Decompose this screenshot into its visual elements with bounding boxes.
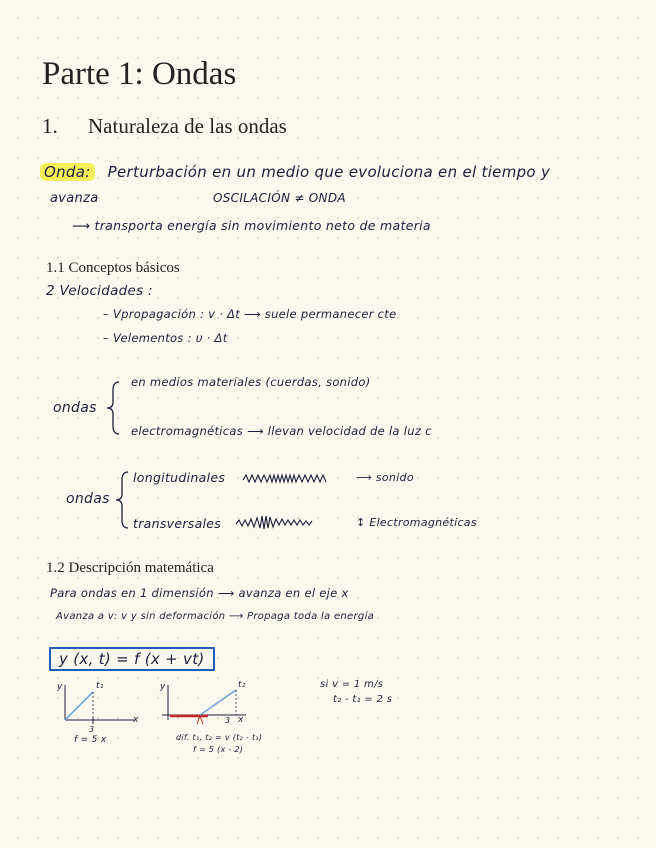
definition-text: Perturbación en un medio que evoluciona en el tiempo y [107,163,551,181]
formula: y (x, t) = f (x + vt) [59,650,205,668]
graph-2-caption-2: f = 5 (x - 2) [193,745,244,754]
brace-2 [114,468,134,532]
velocities-heading: 2 Velocidades : [46,283,153,299]
graph-1-tick: 3 [89,725,95,734]
section-heading-1-2: 1.2 Descripción matemática [46,560,214,576]
medium-electromagnetic: electromagnéticas ⟶ llevan velocidad de la luz c [131,424,432,438]
graph-1-y-label: y [57,682,63,692]
definition-avanza: avanza [50,191,99,206]
formula-box [49,647,215,671]
graph-2-x-label: x [238,715,244,725]
section-heading-1 [42,114,287,139]
graph-2-caption-1: dif. t₁, t₂ = v (t₂ - t₁) [176,733,263,742]
math-line-1: Para ondas en 1 dimensión ⟶ avanza en el eje x [50,586,349,600]
definition-line-1 [40,163,550,181]
section-title: Naturaleza de las ondas [88,114,287,138]
transversal-wave-sketch [236,508,336,534]
graph-2-point-label: t₂ [238,680,246,690]
page-title: Parte 1: Ondas [42,56,237,92]
longitudinal-label: longitudinales [133,470,226,485]
graph-1-point-label: t₁ [96,681,104,691]
v-elements: – Velementos : υ · Δt [103,331,228,345]
transversal-label: transversales [133,516,222,531]
graph-2-y-label: y [160,682,166,692]
ondas-label-1: ondas [53,400,97,416]
section-number: 1. [42,114,58,138]
graph-1-x-label: x [133,715,139,725]
longitudinal-example: ⟶ sonido [356,471,414,484]
ondas-label-2: ondas [66,491,110,507]
side-note-2: t₂ - t₁ = 2 s [333,694,393,705]
medium-material: en medios materiales (cuerdas, sonido) [131,375,371,389]
section-heading-1-1: 1.1 Conceptos básicos [46,260,180,276]
brace-1 [105,378,125,438]
definition-note: ⟶ transporta energía sin movimiento neto de materia [72,218,431,233]
v-propagation: – Vpropagación : v · Δt ⟶ suele permanecer cte [103,307,397,321]
side-note-1: si v = 1 m/s [320,679,384,690]
transversal-example: ↕ Electromagnéticas [356,516,477,529]
definition-equation: OSCILACIÓN ≠ ONDA [213,191,346,205]
graph-1-caption: f = 5 x [74,735,107,745]
longitudinal-wave-sketch [243,471,343,487]
definition-term: Onda: [40,163,95,181]
graph-2-tick: 3 [225,716,231,725]
math-line-2: Avanza a v: v y sin deformación ⟶ Propaga toda la energía [56,611,375,622]
